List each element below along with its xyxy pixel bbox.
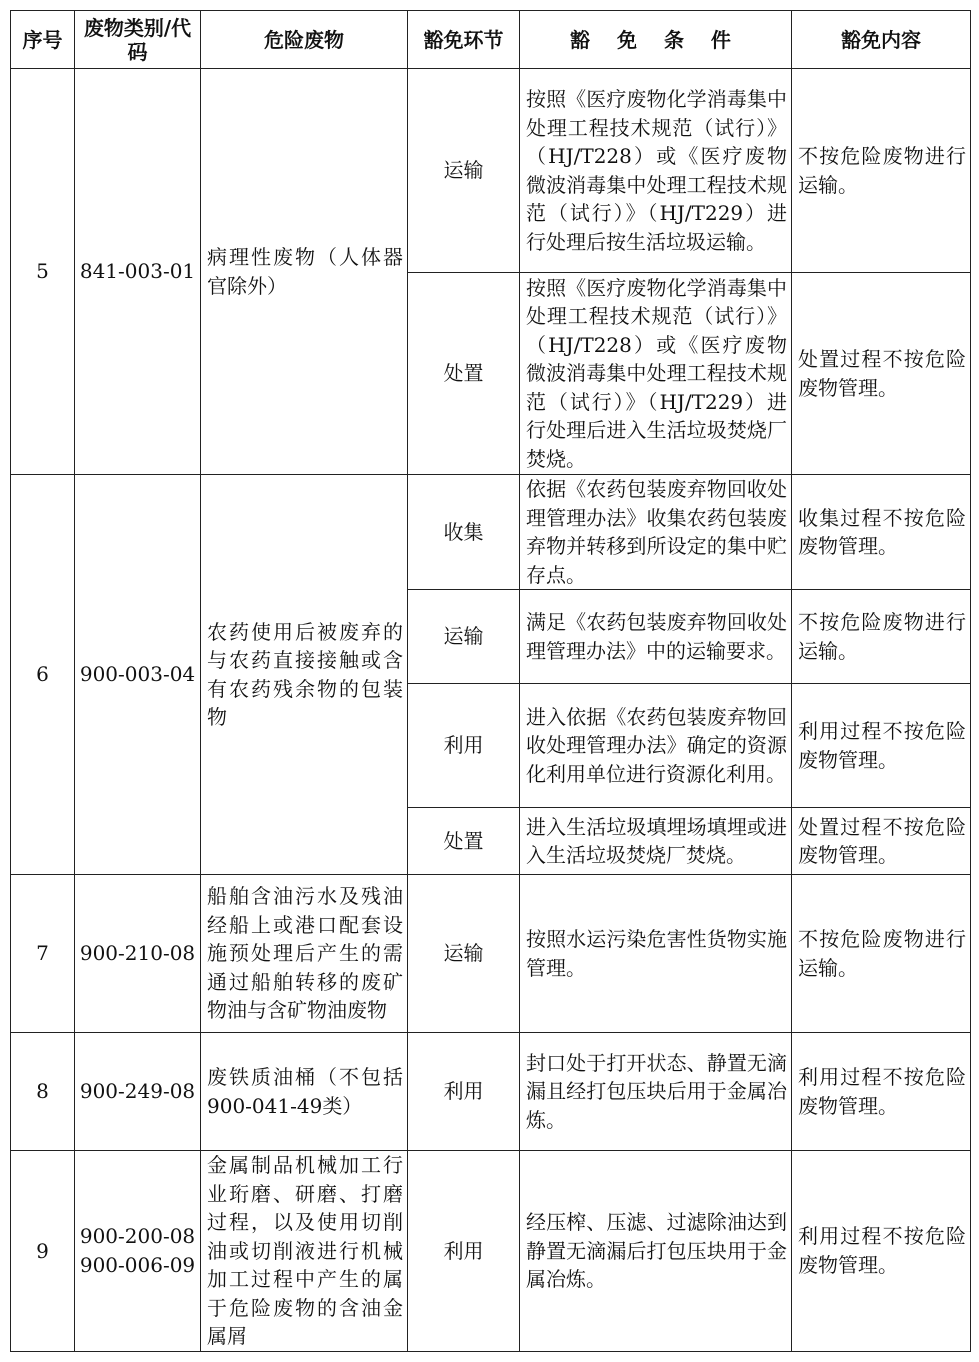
row-code: [75, 1151, 201, 1352]
row-no: 8: [11, 1033, 75, 1151]
table-row: [11, 69, 971, 273]
row-waste: 农药使用后被废弃的与农药直接接触或含有农药残余物的包装物: [201, 475, 408, 875]
row-no: 6: [11, 475, 75, 875]
row-content: 利用过程不按危险废物管理。: [792, 1151, 971, 1352]
row-content: 不按危险废物进行运输。: [792, 69, 971, 273]
row-stage: 利用: [408, 1151, 520, 1352]
table-row: [11, 875, 971, 1033]
header-waste: 危险废物: [201, 11, 408, 69]
row-stage: 收集: [408, 475, 520, 590]
row-waste: 病理性废物（人体器官除外）: [201, 69, 408, 475]
row-waste: 废铁质油桶（不包括900-041-49类）: [201, 1033, 408, 1151]
row-condition: 进入生活垃圾填埋场填埋或进入生活垃圾焚烧厂焚烧。: [520, 808, 792, 875]
row-stage: 处置: [408, 808, 520, 875]
row-condition: 进入依据《农药包装废弃物回收处理管理办法》确定的资源化利用单位进行资源化利用。: [520, 684, 792, 808]
table-row: [11, 1033, 971, 1151]
row-code-second: 900-006-09: [79, 1252, 196, 1277]
row-code-first: 900-200-08: [79, 1224, 196, 1249]
row-content: 利用过程不按危险废物管理。: [792, 684, 971, 808]
row-code: 900-210-08: [75, 875, 201, 1033]
row-code: 900-249-08: [75, 1033, 201, 1151]
row-content: 处置过程不按危险废物管理。: [792, 273, 971, 475]
row-stage: 利用: [408, 1033, 520, 1151]
row-no: 5: [11, 69, 75, 475]
row-code: 841-003-01: [75, 69, 201, 475]
header-content: 豁免内容: [792, 11, 971, 69]
row-condition: 依据《农药包装废弃物回收处理管理办法》收集农药包装废弃物并转移到所设定的集中贮存点。: [520, 475, 792, 590]
row-stage: 处置: [408, 273, 520, 475]
row-waste: 船舶含油污水及残油经船上或港口配套设施预处理后产生的需通过船舶转移的废矿物油与含矿物油废物: [201, 875, 408, 1033]
row-content: 利用过程不按危险废物管理。: [792, 1033, 971, 1151]
row-code: 900-003-04: [75, 475, 201, 875]
row-no: 7: [11, 875, 75, 1033]
header-row: [11, 11, 971, 69]
row-waste: 金属制品机械加工行业珩磨、研磨、打磨过程，以及使用切削油或切削液进行机械加工过程中产生的属于危险废物的含油金属屑: [201, 1151, 408, 1352]
row-condition: 按照《医疗废物化学消毒集中处理工程技术规范（试行）》（HJ/T228）或《医疗废物微波消毒集中处理工程技术规范（试行）》（HJ/T229）进行处理后进入生活垃圾焚烧厂焚烧。: [520, 273, 792, 475]
row-condition: 按照《医疗废物化学消毒集中处理工程技术规范（试行）》（HJ/T228）或《医疗废物微波消毒集中处理工程技术规范（试行）》（HJ/T229）进行处理后按生活垃圾运输。: [520, 69, 792, 273]
row-no: 9: [11, 1151, 75, 1352]
table-row: [11, 475, 971, 590]
header-stage: 豁免环节: [408, 11, 520, 69]
row-stage: 利用: [408, 684, 520, 808]
header-code: 废物类别/代码: [75, 11, 201, 69]
header-condition: 豁 免 条 件: [520, 11, 792, 69]
row-stage: 运输: [408, 590, 520, 684]
row-content: 收集过程不按危险废物管理。: [792, 475, 971, 590]
row-condition: 封口处于打开状态、静置无滴漏且经打包压块后用于金属冶炼。: [520, 1033, 792, 1151]
row-condition: 经压榨、压滤、过滤除油达到静置无滴漏后打包压块用于金属冶炼。: [520, 1151, 792, 1352]
table-row: [11, 1151, 971, 1352]
row-condition: 按照水运污染危害性货物实施管理。: [520, 875, 792, 1033]
row-stage: 运输: [408, 69, 520, 273]
row-content: 处置过程不按危险废物管理。: [792, 808, 971, 875]
exemption-table: [10, 10, 971, 1352]
row-content: 不按危险废物进行运输。: [792, 590, 971, 684]
row-condition: 满足《农药包装废弃物回收处理管理办法》中的运输要求。: [520, 590, 792, 684]
header-no: 序号: [11, 11, 75, 69]
row-content: 不按危险废物进行运输。: [792, 875, 971, 1033]
row-stage: 运输: [408, 875, 520, 1033]
